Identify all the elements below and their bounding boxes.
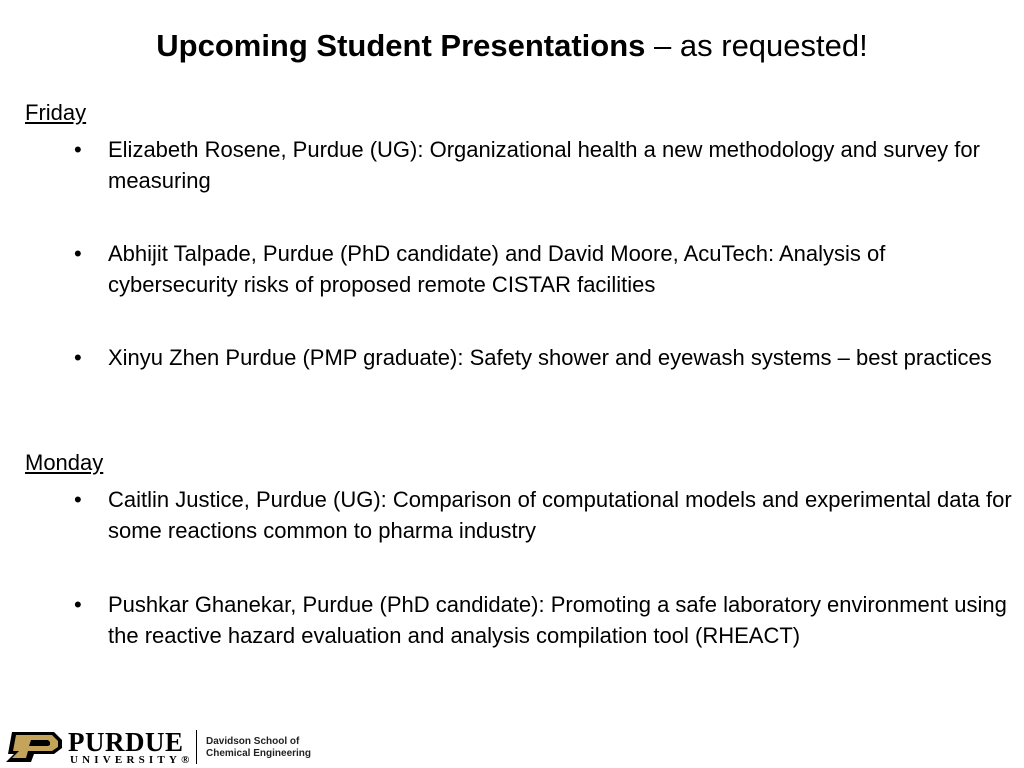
bullet-icon: • [74, 345, 82, 370]
list-item-text: Pushkar Ghanekar, Purdue (PhD candidate): Promoting a safe laboratory environment using the reactive hazard evaluation and analysis compilation tool (RHEACT) [108, 592, 1007, 648]
list-item [74, 238, 1013, 300]
footer-logo [0, 724, 320, 768]
list-item-text: Caitlin Justice, Purdue (UG): Comparison of computational models and experimental data for some reactions common to pharma industry [108, 487, 1012, 543]
school-name-line1: Davidson School of [206, 736, 300, 747]
bullet-icon: • [74, 487, 82, 512]
bullet-icon: • [74, 137, 82, 162]
school-name-line2: Chemical Engineering [206, 748, 312, 759]
list-item-text: Abhijit Talpade, Purdue (PhD candidate) and David Moore, AcuTech: Analysis of cybersecurity risks of proposed remote CISTAR facilities [108, 241, 886, 297]
list-item-text: Elizabeth Rosene, Purdue (UG): Organizational health a new methodology and survey for measuring [108, 137, 980, 193]
slide-title-rest: – as requested! [645, 28, 868, 63]
bullet-icon: • [74, 241, 82, 266]
purdue-wordmark: PURDUE [68, 727, 184, 757]
slide-title [0, 26, 1024, 66]
list-item [74, 342, 1013, 373]
day-heading-friday: Friday [25, 100, 87, 125]
list-item-text: Xinyu Zhen Purdue (PMP graduate): Safety shower and eyewash systems – best practices [108, 345, 992, 370]
university-wordmark: UNIVERSITY® [70, 754, 194, 766]
purdue-p-icon [4, 730, 64, 764]
list-item [74, 134, 1013, 196]
footer-divider [196, 730, 197, 764]
list-item [74, 589, 1013, 651]
bullet-icon: • [74, 592, 82, 617]
day-heading-monday: Monday [25, 450, 104, 475]
school-name [206, 736, 311, 760]
slide-title-bold: Upcoming Student Presentations [156, 28, 646, 63]
list-item [74, 484, 1013, 546]
